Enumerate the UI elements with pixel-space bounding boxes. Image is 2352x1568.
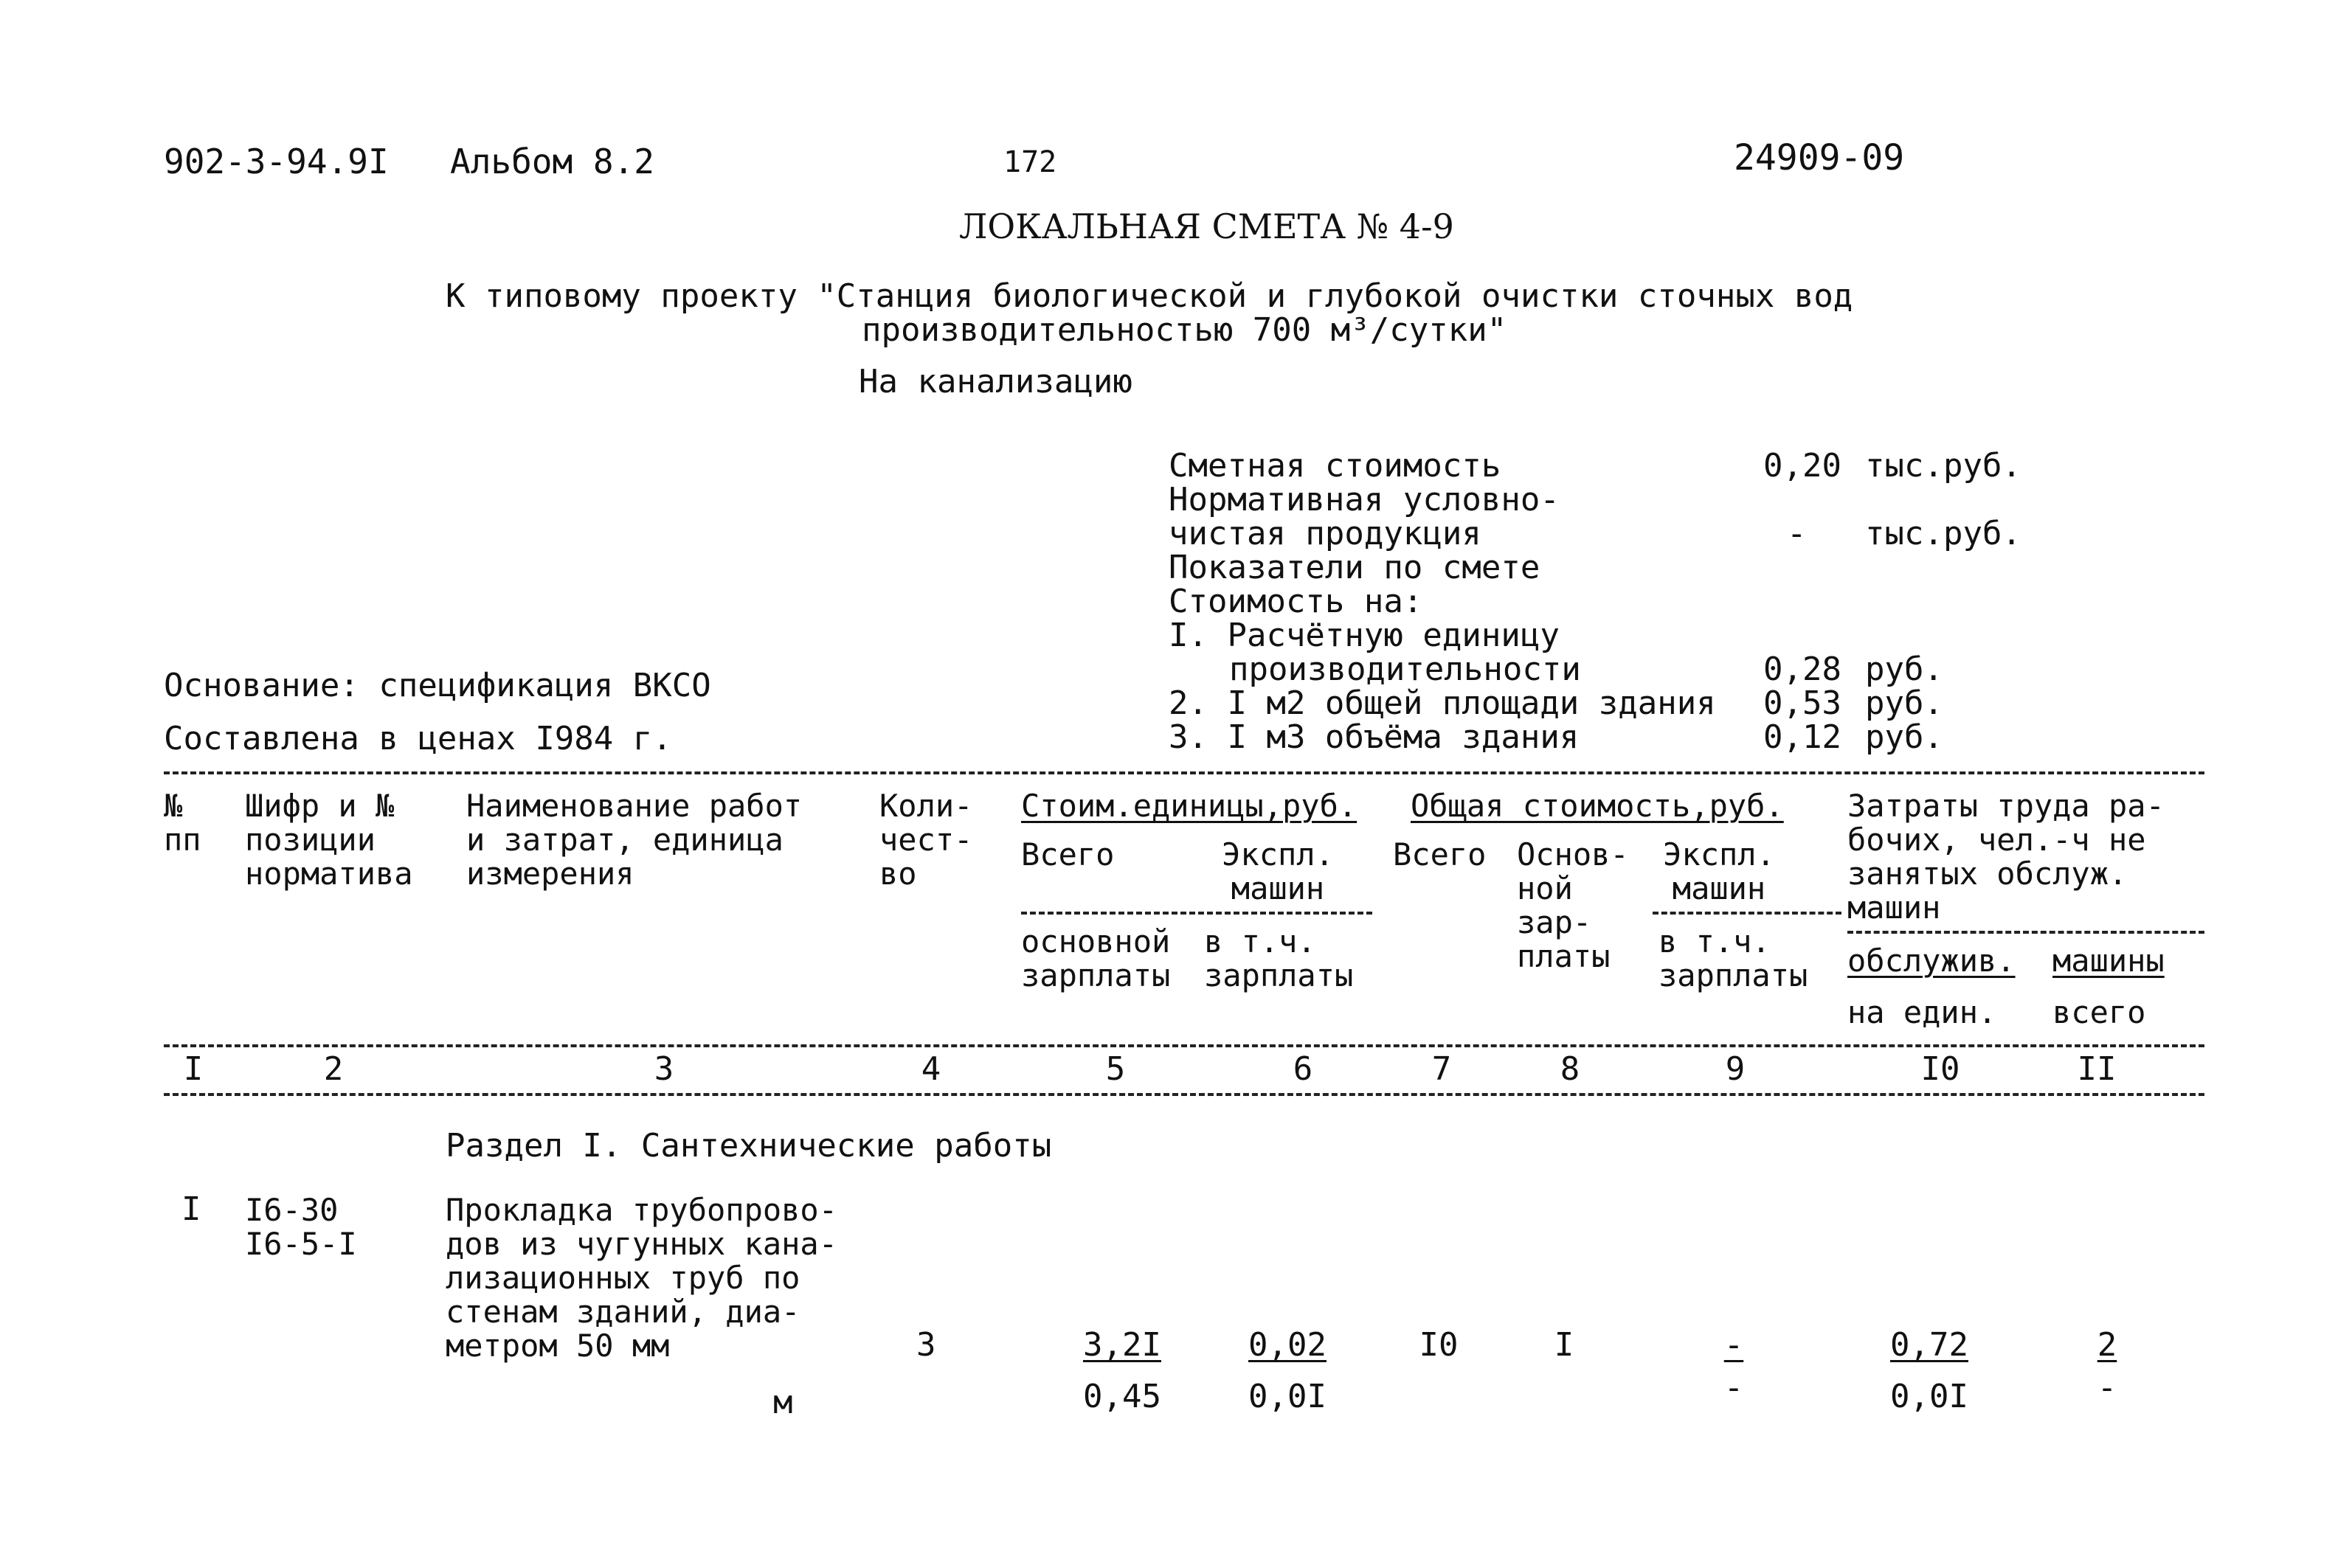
header-code: Шифр и № позиции норматива xyxy=(245,788,413,892)
row-c6-top: 0,02 xyxy=(1248,1326,1327,1364)
header-total-cost: Общая стоимость,руб. xyxy=(1411,788,1784,824)
col-num-7: 7 xyxy=(1431,1050,1452,1088)
header-mach-3: машины xyxy=(2052,943,2165,979)
row-c5-top: 3,2I xyxy=(1083,1326,1161,1364)
row-c9-bot: - xyxy=(1723,1369,1744,1406)
row-unit: м xyxy=(773,1384,793,1421)
col-num-4: 4 xyxy=(921,1050,941,1088)
col-num-8: 8 xyxy=(1560,1050,1580,1088)
header-mach-1: Экспл. машин xyxy=(1222,836,1334,906)
header-bottom-rule xyxy=(164,1044,2204,1047)
header-sub-rule-3 xyxy=(1847,931,2204,934)
row-code: I6-30 I6-5-I xyxy=(245,1192,357,1262)
header-incl-wage-2: в т.ч. зарплаты xyxy=(1658,923,1808,993)
norm-label-1: Нормативная условно- xyxy=(1169,481,1560,518)
indicator-2-value: 0,53 xyxy=(1763,684,1841,722)
indicator-1-value: 0,28 xyxy=(1763,651,1841,688)
indicator-1-label: I. Расчётную единицу xyxy=(1169,617,1560,654)
indicators-label: Показатели по смете xyxy=(1169,549,1540,586)
header-all: всего xyxy=(2052,994,2146,1030)
header-base-wage-2: Основ- ной зар- платы xyxy=(1517,836,1629,974)
row-c6-bot: 0,0I xyxy=(1248,1378,1327,1415)
estimate-title: ЛОКАЛЬНАЯ СМЕТА № 4-9 xyxy=(959,207,1454,246)
header-labor: Затраты труда ра- бочих, чел.-ч не занятых обслуж. машин xyxy=(1847,788,2165,926)
header-total-2: Всего xyxy=(1393,836,1487,873)
row-c8: I xyxy=(1554,1326,1574,1364)
cost-unit: тыс.руб. xyxy=(1865,447,2021,485)
indicator-3-value: 0,12 xyxy=(1763,718,1841,756)
cost-on-label: Стоимость на: xyxy=(1169,583,1423,620)
row-c5-bot: 0,45 xyxy=(1083,1378,1161,1415)
header-qty: Коли- чест- во xyxy=(879,788,973,892)
col-num-9: 9 xyxy=(1725,1050,1746,1088)
project-line-2: производительностью 700 м³/сутки" xyxy=(862,311,1507,349)
table-top-rule xyxy=(164,771,2204,774)
cost-value: 0,20 xyxy=(1763,447,1841,485)
doc-code: 902-3-94.9I xyxy=(164,142,389,181)
album-label: Альбом 8.2 xyxy=(450,142,654,181)
col-num-5: 5 xyxy=(1105,1050,1126,1088)
row-c11-top: 2 xyxy=(2097,1326,2117,1364)
row-c9-top: - xyxy=(1723,1326,1744,1364)
indicator-2-label: 2. I м2 общей площади здания xyxy=(1169,684,1716,722)
norm-unit: тыс.руб. xyxy=(1865,515,2021,552)
header-sub-rule-1 xyxy=(1021,912,1372,915)
section-title: Раздел I. Сантехнические работы xyxy=(446,1127,1052,1165)
project-line-1: К типовому проекту "Станция биологической и глубокой очистки сточных вод xyxy=(446,277,1853,315)
norm-label-2: чистая продукция xyxy=(1169,515,1481,552)
col-num-2: 2 xyxy=(323,1050,344,1088)
indicator-3-label: 3. I м3 объёма здания xyxy=(1169,718,1580,756)
col-num-10: I0 xyxy=(1920,1050,1960,1088)
indicator-1-label-2: производительности xyxy=(1229,651,1581,688)
header-name: Наименование работ и затрат, единица измерения xyxy=(466,788,803,892)
numbers-bottom-rule xyxy=(164,1093,2204,1096)
row-c7: I0 xyxy=(1419,1326,1459,1364)
header-serv: обслужив. xyxy=(1847,943,2016,979)
row-c10-top: 0,72 xyxy=(1890,1326,1968,1364)
col-num-3: 3 xyxy=(654,1050,674,1088)
header-incl-wage-1: в т.ч. зарплаты xyxy=(1204,923,1354,993)
row-qty: 3 xyxy=(916,1326,936,1364)
prices-text: Составлена в ценах I984 г. xyxy=(164,720,672,757)
doc-number: 24909-09 xyxy=(1734,137,1905,178)
section-for: На канализацию xyxy=(859,363,1132,400)
row-name: Прокладка трубопрово- дов из чугунных кана- лизационных труб по стенам зданий, диа- метром 50 мм xyxy=(446,1192,838,1364)
basis-text: Основание: спецификация ВКСО xyxy=(164,667,711,704)
norm-value: - xyxy=(1787,515,1807,552)
page-number: 172 xyxy=(1003,145,1057,179)
indicator-3-unit: руб. xyxy=(1865,718,1943,756)
header-base-wage-1: основной зарплаты xyxy=(1021,923,1171,993)
header-per-unit: на един. xyxy=(1847,994,1997,1030)
header-mach-2: Экспл. машин xyxy=(1663,836,1775,906)
col-num-6: 6 xyxy=(1293,1050,1313,1088)
row-no: I xyxy=(181,1190,201,1228)
col-num-11: II xyxy=(2077,1050,2117,1088)
row-c10-bot: 0,0I xyxy=(1890,1378,1968,1415)
header-no: № пп xyxy=(164,788,201,858)
indicator-2-unit: руб. xyxy=(1865,684,1943,722)
cost-label: Сметная стоимость xyxy=(1169,447,1501,485)
header-unit-cost: Стоим.единицы,руб. xyxy=(1021,788,1357,824)
row-c11-bot: - xyxy=(2097,1369,2117,1406)
indicator-1-unit: руб. xyxy=(1865,651,1943,688)
col-num-1: I xyxy=(183,1050,204,1088)
header-total-1: Всего xyxy=(1021,836,1115,873)
header-sub-rule-2 xyxy=(1653,912,1841,915)
